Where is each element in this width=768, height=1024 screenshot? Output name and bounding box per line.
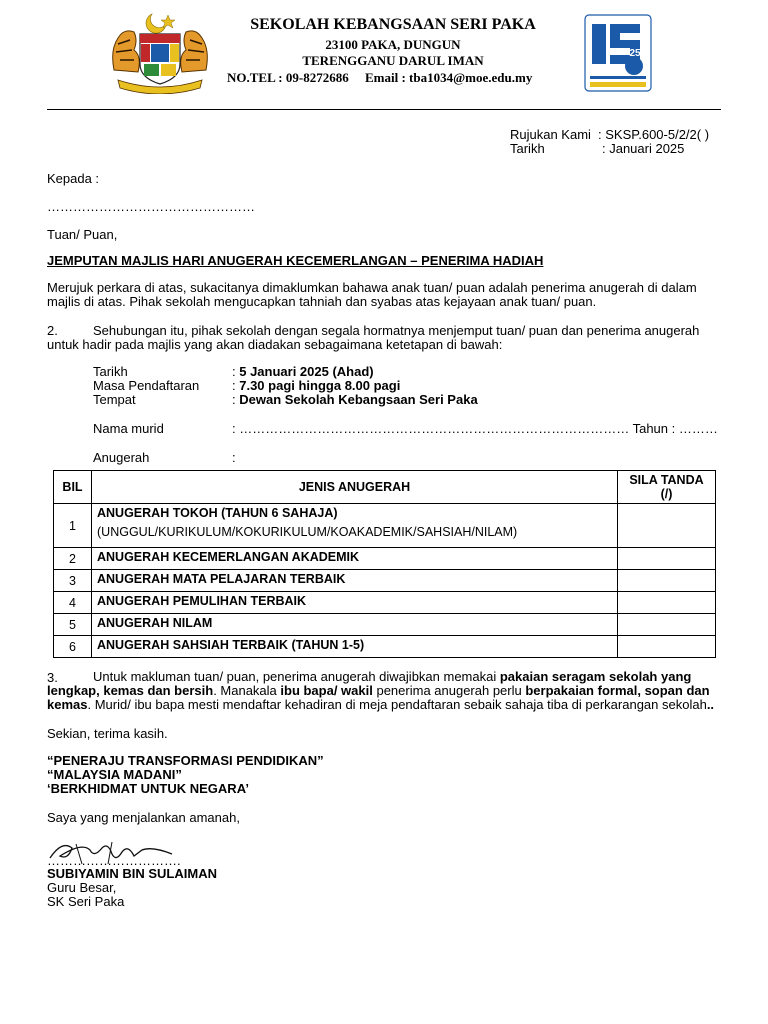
award-name: ANUGERAH SAHSIAH TERBAIK (TAHUN 1-5) [92, 636, 618, 658]
paragraph-2-line-1: Sehubungan itu, pihak sekolah dengan segala hormatnya menjemput tuan/ puan dan penerima anugerah [93, 323, 700, 338]
reference-value: : SKSP.600-5/2/2( ) [598, 127, 710, 142]
address-line-2: TERENGGANU DARUL IMAN [302, 53, 484, 68]
recipient-dots: ………………………………………… [47, 199, 255, 214]
motto-2: “MALAYSIA MADANI” [47, 767, 182, 782]
venue-value: Dewan Sekolah Kebangsaan Seri Paka [239, 392, 478, 407]
signature-dots: …………………………. [47, 853, 181, 868]
to-label: Kepada : [47, 171, 100, 186]
contact-line [227, 70, 587, 86]
paragraph-2-line-2: untuk hadir pada majlis yang akan diadakan sebagaimana ketetapan di bawah: [47, 337, 503, 352]
signer-title: Guru Besar, [47, 880, 117, 895]
row-number: 1 [54, 504, 92, 548]
row-number: 3 [54, 570, 92, 592]
registration-value: 7.30 pagi hingga 8.00 pagi [239, 378, 401, 393]
tick-cell[interactable] [618, 592, 716, 614]
table-row [54, 592, 716, 614]
tick-cell[interactable] [618, 636, 716, 658]
table-row [54, 636, 716, 658]
reference-label: Rujukan Kami [510, 127, 591, 142]
school-name: SEKOLAH KEBANGSAAN SERI PAKA [250, 16, 536, 33]
subject-heading: JEMPUTAN MAJLIS HARI ANUGERAH KECEMERLANGAN – PENERIMA HADIAH [47, 253, 544, 268]
tick-cell[interactable] [618, 504, 716, 548]
table-row [54, 548, 716, 570]
event-details: Tarikh : 5 Januari 2025 (Ahad) Masa Pendaftaran : 7.30 pagi hingga 8.00 pagi Tempat : Dewan Sekolah Kebangsaan Seri Paka [93, 364, 478, 407]
reference-row [510, 128, 740, 142]
award-row-label [93, 450, 236, 465]
award-name: ANUGERAH TOKOH (TAHUN 6 SAHAJA) (UNGGUL/KURIKULUM/KOKURIKULUM/KOAKADEMIK/SAHSIAH/NILAM) [92, 504, 618, 548]
tick-cell[interactable] [618, 570, 716, 592]
paragraph-1: Merujuk perkara di atas, sukacitanya dimaklumkan bahawa anak tuan/ puan adalah penerima anugerah di dalam majlis di atas. Pihak sekolah mengucapkan tahniah dan syabas atas kejayaan anak tuan/ puan. [47, 280, 697, 309]
student-name-row [93, 421, 718, 436]
table-row [54, 504, 716, 548]
date-value: : Januari 2025 [602, 141, 685, 156]
table-row [54, 614, 716, 636]
venue-label: Tempat [93, 392, 136, 407]
signer-organization: SK Seri Paka [47, 894, 125, 909]
award-name: ANUGERAH PEMULIHAN TERBAIK [92, 592, 618, 614]
student-value: : ……………………………………………………………………………… Tahun : ……… [232, 421, 718, 436]
event-date-value: 5 Januari 2025 (Ahad) [239, 364, 374, 379]
award-name: ANUGERAH MATA PELAJARAN TERBAIK [92, 570, 618, 592]
tel-text: NO.TEL : 09-8272686 [227, 70, 349, 85]
table-header-row [54, 471, 716, 504]
row-number: 4 [54, 592, 92, 614]
motto-3: ‘BERKHIDMAT UNTUK NEGARA’ [47, 781, 249, 796]
motto-1: “PENERAJU TRANSFORMASI PENDIDIKAN” [47, 753, 324, 768]
closing-thanks: Sekian, terima kasih. [47, 726, 168, 741]
award-name: ANUGERAH NILAM [92, 614, 618, 636]
event-date-label: Tarikh [93, 364, 128, 379]
tick-cell[interactable] [618, 614, 716, 636]
school-logo-number: 25 [629, 48, 641, 59]
salutation: Tuan/ Puan, [47, 227, 118, 242]
row-number: 5 [54, 614, 92, 636]
malaysia-coat-of-arms-icon [104, 10, 216, 94]
header-jenis: JENIS ANUGERAH [92, 471, 618, 504]
row-number: 6 [54, 636, 92, 658]
mottos [47, 754, 324, 796]
award-label: Anugerah [93, 450, 150, 465]
table-row [54, 570, 716, 592]
student-label: Nama murid [93, 421, 164, 436]
trust-line: Saya yang menjalankan amanah, [47, 810, 240, 825]
address-line-1: 23100 PAKA, DUNGUN [325, 37, 461, 52]
award-table [53, 470, 716, 658]
row-number: 2 [54, 548, 92, 570]
paragraph-3-number: 3. [47, 670, 58, 685]
header-tanda: SILA TANDA (/) [618, 471, 716, 504]
header-bil: BIL [54, 471, 92, 504]
registration-label: Masa Pendaftaran [93, 378, 200, 393]
email-text: Email : tba1034@moe.edu.my [364, 70, 533, 85]
date-row [510, 142, 740, 156]
tick-cell[interactable] [618, 548, 716, 570]
letterhead-divider [47, 109, 721, 110]
date-label: Tarikh [510, 141, 545, 156]
signer-name: SUBIYAMIN BIN SULAIMAN [47, 866, 217, 881]
award-subtext: (UNGGUL/KURIKULUM/KOKURIKULUM/KOAKADEMIK/SAHSIAH/NILAM) [97, 525, 518, 539]
award-name: ANUGERAH KECEMERLANGAN AKADEMIK [92, 548, 618, 570]
paragraph-3: Untuk makluman tuan/ puan, penerima anugerah diwajibkan memakai pakaian seragam sekolah yang lengkap, kemas dan bersih. Manakala ibu bapa/ wakil penerima anugerah perlu berpakaian formal, sopan dan kemas. Murid/ ibu bapa mesti mendaftar kehadiran di meja pendaftaran sebaik sahaja tiba di perkarangan sekolah.. [47, 669, 715, 712]
award-colon: : [232, 450, 236, 465]
paragraph-2-number: 2. [47, 323, 58, 338]
